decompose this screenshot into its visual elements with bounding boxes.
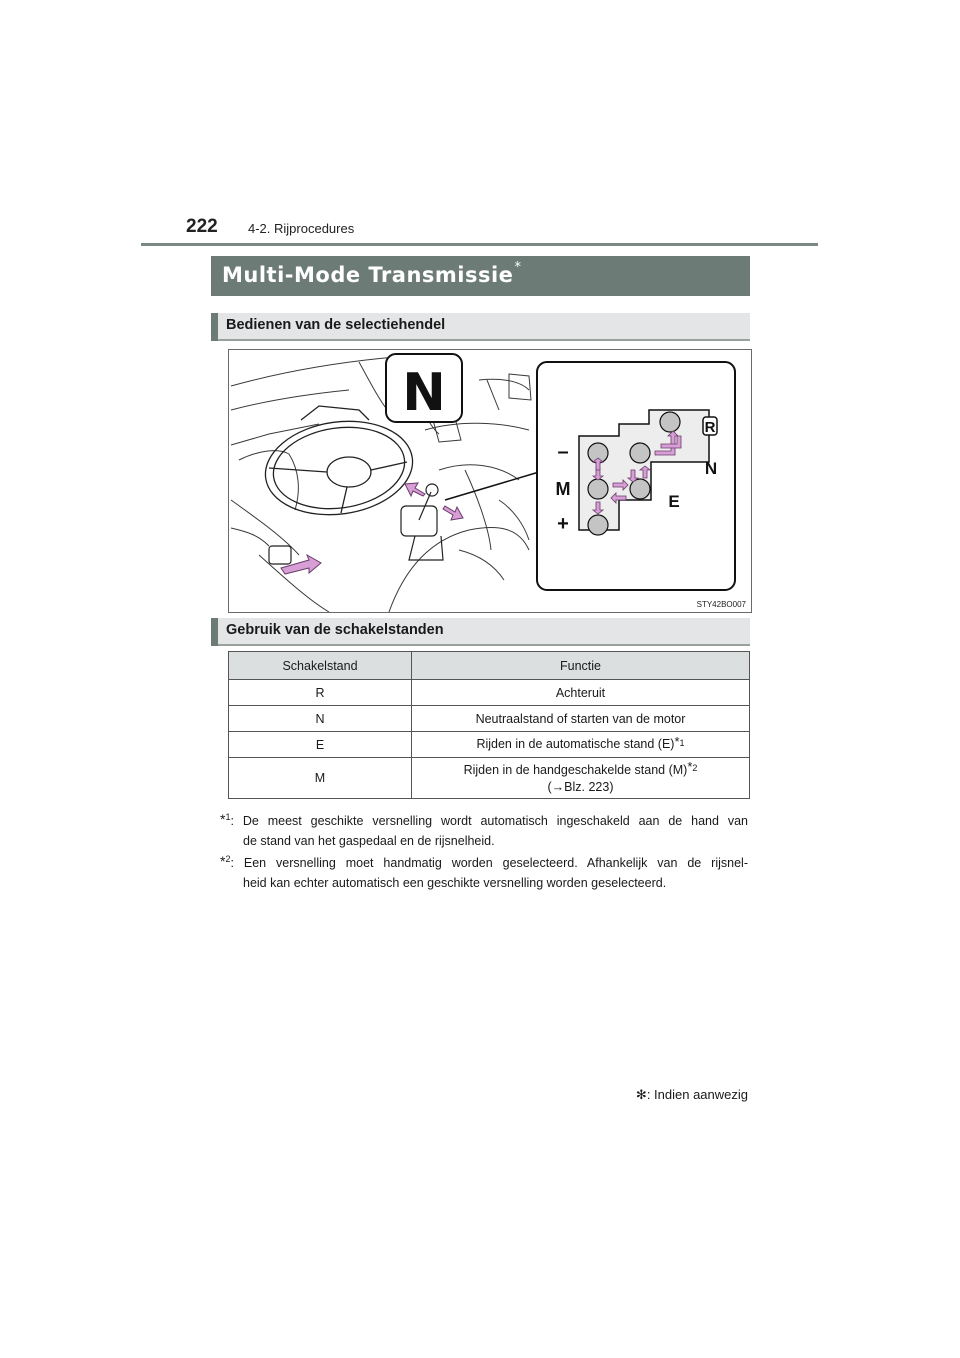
position-cell: R [229, 680, 412, 706]
footnote-1: *$^1$: De meest geschikte versnelling wordt automatisch ingeschakeld aan de hand van de stand van het gaspedaal en de rijsnelheid. [220, 811, 748, 848]
gear-display-letter: N [402, 363, 446, 423]
gate-label-m: M [555, 479, 571, 499]
figure-code: STY42BO007 [696, 600, 746, 609]
page-number: 222 [186, 216, 218, 237]
position-cell: E [229, 732, 412, 758]
title-marker: * [514, 260, 522, 275]
subheading-positions [211, 618, 750, 646]
column-header: Functie [412, 652, 750, 680]
gate-label-r: R [704, 419, 716, 436]
table-row [229, 680, 750, 706]
function-cell: Neutraalstand of starten van de motor [412, 706, 750, 732]
shift-positions-table [228, 651, 750, 799]
subheading-label: Gebruik van de schakelstanden [226, 622, 444, 638]
title-bar [211, 256, 750, 296]
gate-label-plus: + [557, 513, 569, 535]
availability-note: ✻: Indien aanwezig [635, 1087, 748, 1102]
table-header-row [229, 652, 750, 680]
header-rule [141, 243, 818, 246]
function-cell: Rijden in de automatische stand $(E)^{*1}$ [412, 732, 750, 758]
column-header: Schakelstand [229, 652, 412, 680]
page-reference: (→Blz. 223) [547, 779, 614, 794]
footnote-2: *$^2$: Een versnelling moet handmatig worden geselecteerd. Afhankelijk van de rijsnel- heid kan echter automatisch een geschikte versnelling worden geselecteerd. [220, 853, 748, 890]
subheading-label: Bedienen van de selectiehendel [226, 317, 446, 333]
footnote-ref: 1 [679, 738, 685, 748]
interior-illustration [229, 350, 751, 612]
subheading-operation [211, 313, 750, 341]
function-cell: Achteruit [412, 680, 750, 706]
position-cell: N [229, 706, 412, 732]
table-row [229, 732, 750, 758]
position-cell: M [229, 758, 412, 799]
function-cell: Rijden in de handgeschakelde stand $(M)^{*2}$ (→Blz. 223) [412, 758, 750, 799]
gate-label-minus: – [557, 441, 569, 463]
section-title: 4-2. Rijprocedures [248, 221, 355, 236]
page-title: Multi-Mode Transmissie* [222, 260, 522, 287]
gate-label-n: N [704, 459, 718, 478]
shift-lever-figure [228, 349, 752, 613]
gate-label-e: E [668, 492, 680, 511]
table-row [229, 758, 750, 799]
table-row [229, 706, 750, 732]
footnote-ref: 2 [692, 762, 698, 773]
